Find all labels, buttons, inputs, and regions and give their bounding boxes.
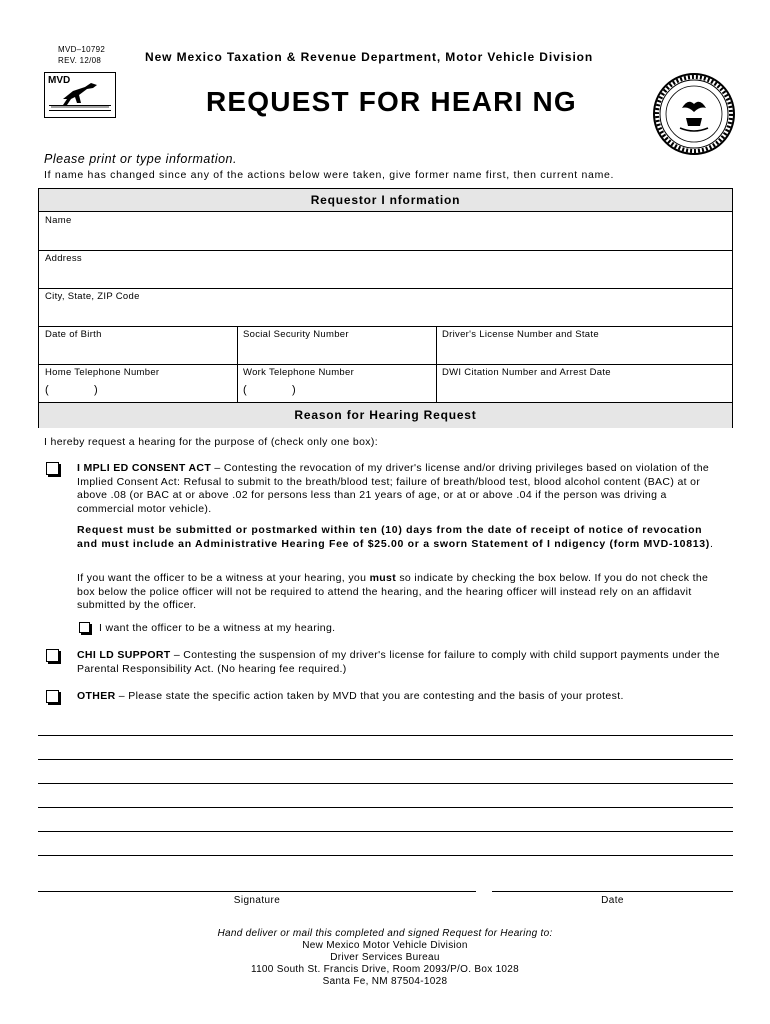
implied-consent-heading: I MPLI ED CONSENT ACT	[77, 462, 212, 474]
date-label: Date	[601, 895, 624, 906]
deadline-text: Request must be submitted or postmarked within ten (10) days from the date of receipt of notice of revocation and must include an Administrative Hearing Fee of $25.00 or a sworn Statement of I ndigency (form MVD-10813)	[77, 524, 711, 550]
explanation-line[interactable]	[38, 807, 733, 808]
mailing-instruction: Hand deliver or mail this completed and signed Request for Hearing to:	[217, 928, 553, 939]
signature-line[interactable]	[38, 891, 476, 892]
other-heading: OTHER	[77, 690, 116, 702]
print-instruction: Please print or type information.	[44, 152, 237, 166]
explanation-line[interactable]	[38, 735, 733, 736]
form-number: MVD–10792	[58, 45, 106, 54]
reason-intro: I hereby request a hearing for the purpose of (check only one box):	[44, 436, 378, 448]
child-support-paragraph	[77, 649, 722, 676]
date-line[interactable]	[492, 891, 733, 892]
mailing-line-1: New Mexico Motor Vehicle Division	[302, 940, 468, 951]
home-phone-area-open: (	[45, 384, 49, 396]
drivers-license-label: Driver's License Number and State	[442, 329, 599, 340]
date-of-birth-label: Date of Birth	[45, 329, 102, 340]
implied-consent-checkbox[interactable]	[46, 462, 59, 475]
child-support-text: – Contesting the suspension of my driver's license for failure to comply with child support payments under the Parental Responsibility Act. (No hearing fee required.)	[77, 649, 720, 675]
divider	[436, 326, 437, 402]
page-title: REQUEST FOR HEARI NG	[206, 86, 577, 117]
officer-witness-label: I want the officer to be a witness at my hearing.	[99, 622, 336, 634]
logo-band	[49, 105, 111, 111]
mailing-line-2: Driver Services Bureau	[330, 952, 440, 963]
other-text: – Please state the specific action taken by MVD that you are contesting and the basis of your protest.	[115, 690, 624, 702]
witness-text-a: If you want the officer to be a witness at your hearing, you	[77, 572, 370, 584]
mailing-line-4: Santa Fe, NM 87504-1028	[322, 976, 448, 987]
mvd-logo-text: MVD	[48, 75, 71, 86]
requestor-information-table	[38, 188, 733, 428]
address-label: Address	[45, 253, 82, 264]
name-label: Name	[45, 215, 72, 226]
witness-paragraph	[77, 572, 722, 613]
signature-label: Signature	[233, 895, 281, 906]
work-phone-area-open: (	[243, 384, 247, 396]
home-phone-label: Home Telephone Number	[45, 367, 160, 378]
explanation-line[interactable]	[38, 831, 733, 832]
department-name: New Mexico Taxation & Revenue Department, Motor Vehicle Division	[145, 50, 594, 64]
witness-must: must	[369, 572, 397, 584]
explanation-line[interactable]	[38, 759, 733, 760]
home-phone-area-close: )	[94, 384, 98, 396]
form-revision: REV. 12/08	[58, 56, 102, 65]
name-change-note: If name has changed since any of the actions below were taken, give former name first, then current name.	[44, 169, 615, 181]
work-phone-area-close: )	[292, 384, 296, 396]
witness-text-b: so indicate by checking the box below. If you do not check the box below the police officer will not be required to attend the hearing, and the hearing officer will instead rely on an affidavit submitted by the officer.	[77, 572, 709, 612]
officer-witness-checkbox[interactable]	[79, 622, 90, 633]
deadline-paragraph	[77, 524, 722, 551]
divider	[39, 288, 732, 289]
divider	[39, 364, 732, 365]
divider	[39, 326, 732, 327]
form-number-block	[58, 44, 105, 66]
implied-consent-text: – Contesting the revocation of my driver's license and/or driving privileges based on violation of the Implied Consent Act: Refusal to submit to the breath/blood test; failure of breath/blood test, blood alcohol content (BAC) at or above .08 (or BAC at or above .02 for persons less than 21 years of age, or at or above .04 if the person was driving a commercial motor vehicle).	[77, 462, 710, 515]
divider	[39, 250, 732, 251]
mvd-logo	[44, 72, 116, 118]
deadline-end: .	[710, 537, 714, 550]
ssn-label: Social Security Number	[243, 329, 349, 340]
state-seal-icon	[652, 72, 736, 156]
child-support-heading: CHI LD SUPPORT	[77, 649, 171, 661]
divider	[237, 326, 238, 402]
work-phone-label: Work Telephone Number	[243, 367, 355, 378]
implied-consent-paragraph	[77, 462, 722, 516]
city-state-zip-label: City, State, ZIP Code	[45, 291, 140, 302]
dwi-citation-label: DWI Citation Number and Arrest Date	[442, 367, 611, 378]
explanation-line[interactable]	[38, 783, 733, 784]
other-checkbox[interactable]	[46, 690, 59, 703]
other-paragraph	[77, 690, 722, 704]
child-support-checkbox[interactable]	[46, 649, 59, 662]
mailing-line-3: 1100 South St. Francis Drive, Room 2093/P/O. Box 1028	[250, 964, 520, 975]
explanation-line[interactable]	[38, 855, 733, 856]
reason-section-header: Reason for Hearing Request	[39, 402, 732, 428]
requestor-section-header: Requestor I nformation	[39, 189, 732, 212]
